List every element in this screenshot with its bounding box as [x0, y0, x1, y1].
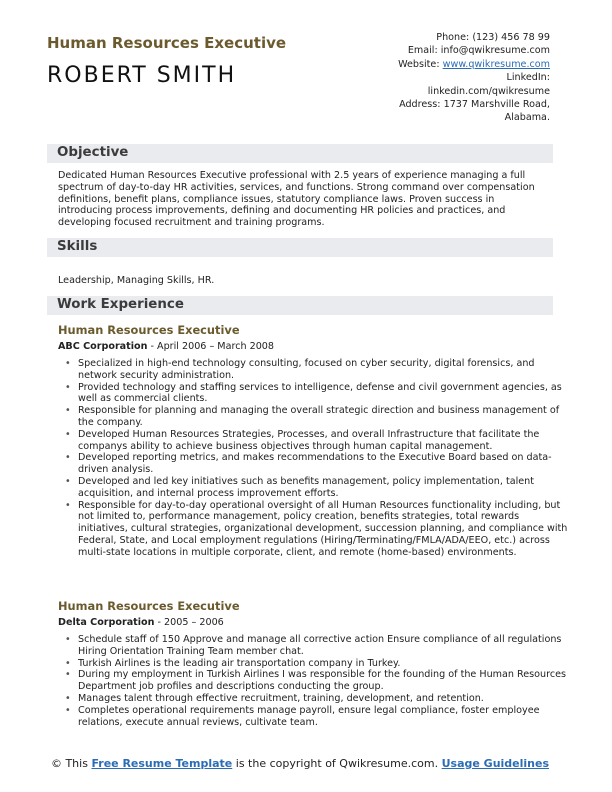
- job-1-role: Human Resources Executive: [58, 323, 240, 337]
- job-2-dates: - 2005 – 2006: [154, 617, 224, 628]
- list-item: • Responsible for planning and managing the overall strategic direction and business management of the company.: [78, 405, 570, 429]
- website-label: Website:: [398, 58, 440, 70]
- email-value: info@qwikresume.com: [440, 45, 550, 57]
- list-item: • Completes operational requirements manage payroll, ensure legal compliance, foster employee relations, execute annual reviews, cultivate team.: [78, 705, 570, 729]
- job-1-company-line: [58, 341, 274, 352]
- list-item: • Turkish Airlines is the leading air transportation company in Turkey.: [78, 658, 570, 670]
- contact-address: [310, 98, 550, 111]
- list-item: • Responsible for day-to-day operational oversight of all Human Resources functionality including, but not limited to, performance management, policy creation, benefits strategies, total rewards initiatives, cultural strategies, organizational development, succession planning, and compliance with Federal, State, and Local employment regulations (Hiring/Terminating/FMLA/ADA/EEO, etc.) across multi-state locations in multiple corporate, client, and remote (home-based) environments.: [78, 500, 570, 559]
- skills-section-header: [47, 238, 553, 257]
- objective-section-header: [47, 144, 553, 163]
- list-item: • Developed Human Resources Strategies, Processes, and overall Infrastructure that facilitate the companys ability to achieve business objectives through human capital management.: [78, 429, 570, 453]
- skills-text: Leadership, Managing Skills, HR.: [58, 275, 215, 286]
- footer-middle: is the copyright of Qwikresume.com.: [232, 757, 442, 770]
- contact-email: [310, 44, 550, 57]
- objective-heading: Objective: [57, 145, 129, 160]
- list-item: • Developed and led key initiatives such as benefits management, policy implementation, talent acquisition, and internal process improvement efforts.: [78, 476, 570, 500]
- job-2-bullets: [58, 634, 570, 728]
- job-1-dates: - April 2006 – March 2008: [147, 341, 275, 352]
- email-label: Email:: [407, 45, 438, 57]
- phone-value: (123) 456 78 99: [472, 32, 550, 43]
- contact-phone: [310, 31, 550, 44]
- job-2-company-line: [58, 617, 224, 628]
- list-item: • Specialized in high-end technology consulting, focused on cyber security, digital forensics, and network security administration.: [78, 358, 570, 382]
- contact-block: [310, 31, 550, 125]
- skills-heading: Skills: [57, 239, 98, 254]
- linkedin-value: linkedin.com/qwikresume: [427, 85, 550, 97]
- free-resume-template-link[interactable]: Free Resume Template: [91, 757, 233, 770]
- linkedin-label: LinkedIn:: [506, 72, 550, 84]
- list-item: • Manages talent through effective recruitment, training, development, and retention.: [78, 693, 570, 705]
- footer-prefix: © This: [50, 757, 92, 770]
- list-item: • During my employment in Turkish Airlines I was responsible for the founding of the Human Resources Department job profiles and descriptions conducting the group.: [78, 669, 570, 693]
- job-2-company: Delta Corporation: [58, 617, 155, 628]
- job-2-role: Human Resources Executive: [58, 599, 240, 613]
- phone-label: Phone:: [436, 32, 470, 43]
- work-section-header: [47, 296, 553, 315]
- list-item: • Provided technology and staffing services to intelligence, defense and civil government agencies, as well as commercial clients.: [78, 382, 570, 406]
- website-link[interactable]: www.qwikresume.com: [442, 58, 550, 70]
- address-line2: Alabama.: [504, 112, 550, 124]
- list-item: • Developed reporting metrics, and makes recommendations to the Executive Board based on data-driven analysis.: [78, 452, 570, 476]
- candidate-name: ROBERT SMITH: [47, 63, 237, 88]
- job-1-bullets: [58, 358, 570, 559]
- address-line1: 1737 Marshville Road,: [443, 99, 550, 111]
- objective-text: Dedicated Human Resources Executive professional with 2.5 years of experience managing a full spectrum of day-to-day HR activities, services, and functions. Strong command over compensation definitions, benefit plans, compliance issues, statutory compliance laws. Proven success in introducing process improvements, defining and documenting HR policies and practices, and developing focused recruitment and training programs.: [58, 170, 535, 229]
- contact-website: [310, 58, 550, 71]
- address-label: Address:: [399, 99, 441, 111]
- job-title: Human Resources Executive: [47, 34, 287, 52]
- job-1-company: ABC Corporation: [58, 341, 148, 352]
- list-item: • Schedule staff of 150 Approve and manage all corrective action Ensure compliance of all regulations Hiring Orientation Training Team member chat.: [78, 634, 570, 658]
- usage-guidelines-link[interactable]: Usage Guidelines: [441, 757, 550, 770]
- work-heading: Work Experience: [57, 297, 184, 312]
- footer: [47, 757, 553, 770]
